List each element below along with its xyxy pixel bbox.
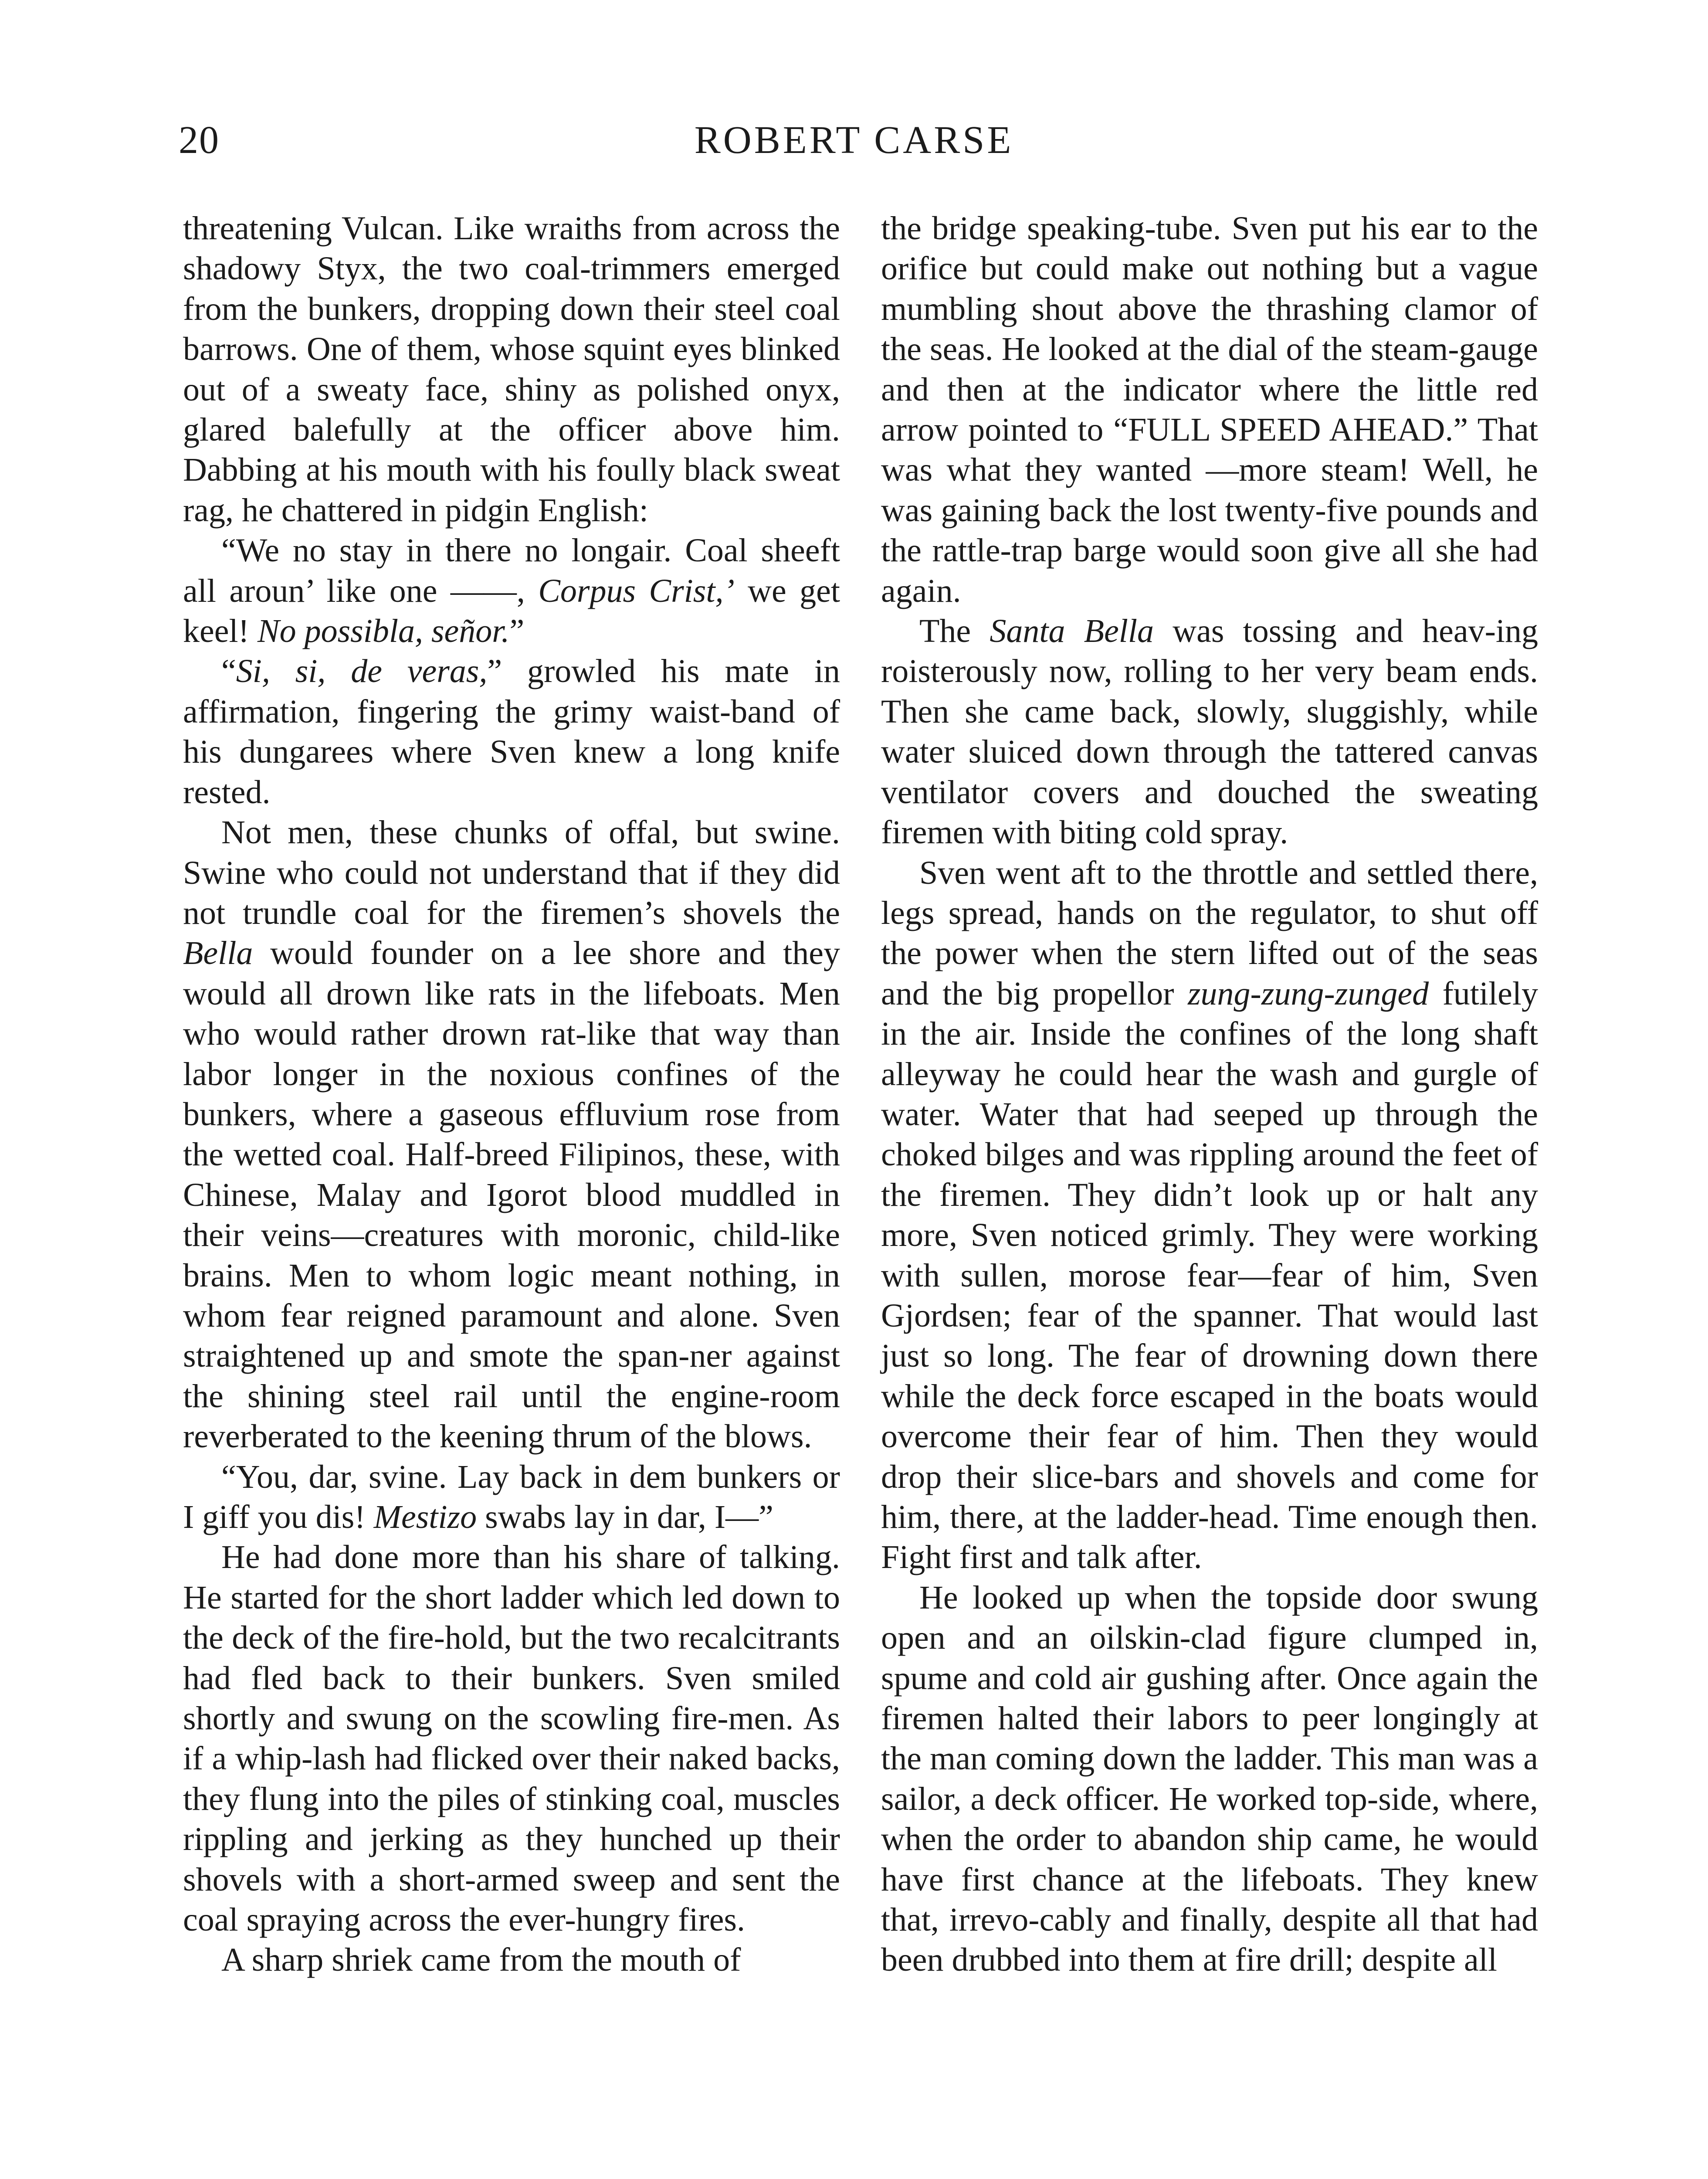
paragraph: The Santa Bella was tossing and heav-ing roisterously now, rolling to her very beam ends. Then she came back, slowly, sluggishly, while water sluiced down through the tattered canvas ventilator covers and douched the sweating firemen with biting cold spray. bbox=[881, 613, 1538, 851]
paragraph: He had done more than his share of talking. He started for the short ladder which led down to the deck of the fire-hold, but the two recalcitrants had fled back to their bunkers. Sven smiled shortly and swung on the scowling fire-men. As if a whip-lash had flicked over their naked backs, they flung into the piles of stinking coal, muscles rippling and jerking as they hunched up their shovels with a short-armed sweep and sent the coal spraying across the ever-hungry fires. bbox=[183, 1539, 840, 1938]
paragraph: threatening Vulcan. Like wraiths from across the shadowy Styx, the two coal-trimmers emerged from the bunkers, dropping down their steel coal barrows. One of them, whose squint eyes blinked out of a sweaty face, shiny as polished onyx, glared balefully at the officer above him. Dabbing at his mouth with his foully black sweat rag, he chattered in pidgin English: bbox=[183, 210, 840, 529]
paragraph: “We no stay in there no longair. Coal sheeft all aroun’ like one ——, Corpus Crist,’ we get keel! No possibla, señor.” bbox=[183, 532, 840, 650]
right-column bbox=[881, 208, 1538, 1980]
paragraph: the bridge speaking-tube. Sven put his ear to the orifice but could make out nothing but a vague mumbling shout above the thrashing clamor of the seas. He looked at the dial of the steam-gauge and then at the indicator where the little red arrow pointed to “FULL SPEED AHEAD.” That was what they wanted —more steam! Well, he was gaining back the lost twenty-five pounds and the rattle-trap barge would soon give all she had again. bbox=[881, 210, 1538, 609]
paragraph: “Si, si, de veras,” growled his mate in affirmation, fingering the grimy waist-band of his dungarees where Sven knew a long knife rested. bbox=[183, 653, 840, 811]
page-header bbox=[0, 114, 1708, 166]
running-head: ROBERT CARSE bbox=[694, 119, 1014, 162]
paragraph: He looked up when the topside door swung open and an oilskin-clad figure clumped in, spume and cold air gushing after. Once again the firemen halted their labors to peer longingly at the man coming down the ladder. This man was a sailor, a deck officer. He worked top-side, where, when the order to abandon ship came, he would have first chance at the lifeboats. They knew that, irrevo-cably and finally, despite all that had been drubbed into them at fire drill; despite all bbox=[881, 1579, 1538, 1979]
paragraph: “You, dar, svine. Lay back in dem bunkers or I giff you dis! Mestizo swabs lay in dar, I—” bbox=[183, 1458, 840, 1535]
paragraph: A sharp shriek came from the mouth of bbox=[221, 1941, 741, 1979]
paragraph: Not men, these chunks of offal, but swine. Swine who could not understand that if they did not trundle coal for the firemen’s shovels the Bella would founder on a lee shore and they would all drown like rats in the lifeboats. Men who would rather drown rat-like that way than labor longer in the noxious confines of the bunkers, where a gaseous effluvium rose from the wetted coal. Half-breed Filipinos, these, with Chinese, Malay and Igorot blood muddled in their veins—creatures with moronic, child-like brains. Men to whom logic meant nothing, in whom fear reigned paramount and alone. Sven straightened up and smote the span-ner against the shining steel rail until the engine-room reverberated to the keening thrum of the blows. bbox=[183, 814, 840, 1455]
page-number: 20 bbox=[179, 119, 220, 162]
left-column bbox=[183, 208, 840, 1980]
paragraph: Sven went aft to the throttle and settled there, legs spread, hands on the regulator, to shut off the power when the stern lifted out of the seas and the big propellor zung-zung-zunged futilely in the air. Inside the confines of the long shaft alleyway he could hear the wash and gurgle of water. Water that had seeped up through the choked bilges and was rippling around the feet of the firemen. They didn’t look up or halt any more, Sven noticed grimly. They were working with sullen, morose fear—fear of him, Sven Gjordsen; fear of the spanner. That would last just so long. The fear of drowning down there while the deck force escaped in the boats would overcome their fear of him. Then they would drop their slice-bars and shovels and come for him, there, at the ladder-head. Time enough then. Fight first and talk after. bbox=[881, 854, 1538, 1576]
